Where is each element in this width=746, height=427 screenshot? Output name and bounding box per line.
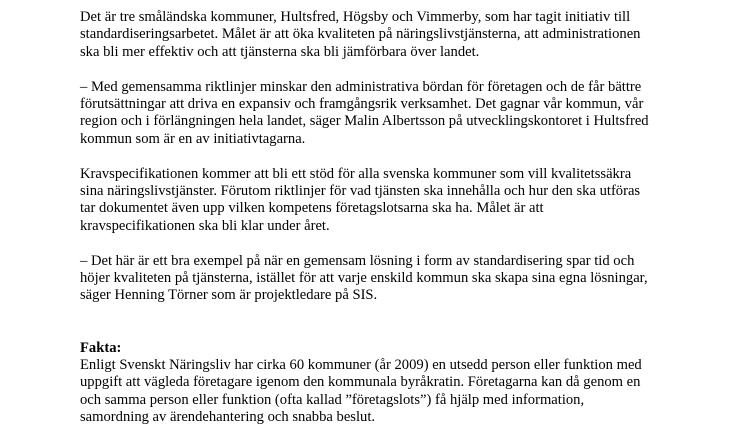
document-page [80, 9, 680, 427]
paragraph-initiative: Det är tre småländska kommuner, Hultsfred, Högsby och Vimmerby, som har tagit initiativ till standardiseringsarbetet. Målet är att öka kvaliteten på näringslivstjänsterna, att administrationen ska bli mer effektiv och att tjänsterna ska bli jämförbara över landet. [80, 9, 641, 60]
fakta-body: Enligt Svenskt Näringsliv har cirka 60 kommuner (år 2009) en utsedd person eller funktion med uppgift att vägleda företagare igenom den kommunala byråkratin. Företagarna kan då genom en och samma person eller funktion (ofta kallad ”företagslots”) få hjälp med information, samordning av ärendehantering och snabba beslut. [80, 357, 642, 426]
fakta-heading: Fakta: [80, 339, 122, 356]
paragraph-quote-albertsson: – Med gemensamma riktlinjer minskar den administrativa bördan för företagen och de får bättre förutsättningar att driva en expansiv och framgångsrik verksamhet. Det gagnar vår kommun, vår region och i förlängningen hela landet, säger Malin Albertsson på utvecklingskontoret i Hultsfred kommun som är en av initiativtagarna. [80, 78, 649, 147]
paragraph-kravspecifikation: Kravspecifikationen kommer att bli ett stöd för alla svenska kommuner som vill kvalitetssäkra sina näringslivstjänster. Förutom riktlinjer för vad tjänsten ska innehålla och hur den ska utföras tar dokumentet även upp vilken kompetens företagslotsarna ska ha. Målet är att kravspecifikationen ska bli klar under året. [80, 165, 641, 234]
paragraph-quote-torner: – Det här är ett bra exempel på när en gemensam lösning i form av standardisering spar tid och höjer kvaliteten på tjänsterna, istället för att varje enskild kommun ska skapa sina egna lösningar, säger Henning Törner som är projektledare på SIS. [80, 252, 648, 304]
section-spacer [80, 322, 680, 339]
